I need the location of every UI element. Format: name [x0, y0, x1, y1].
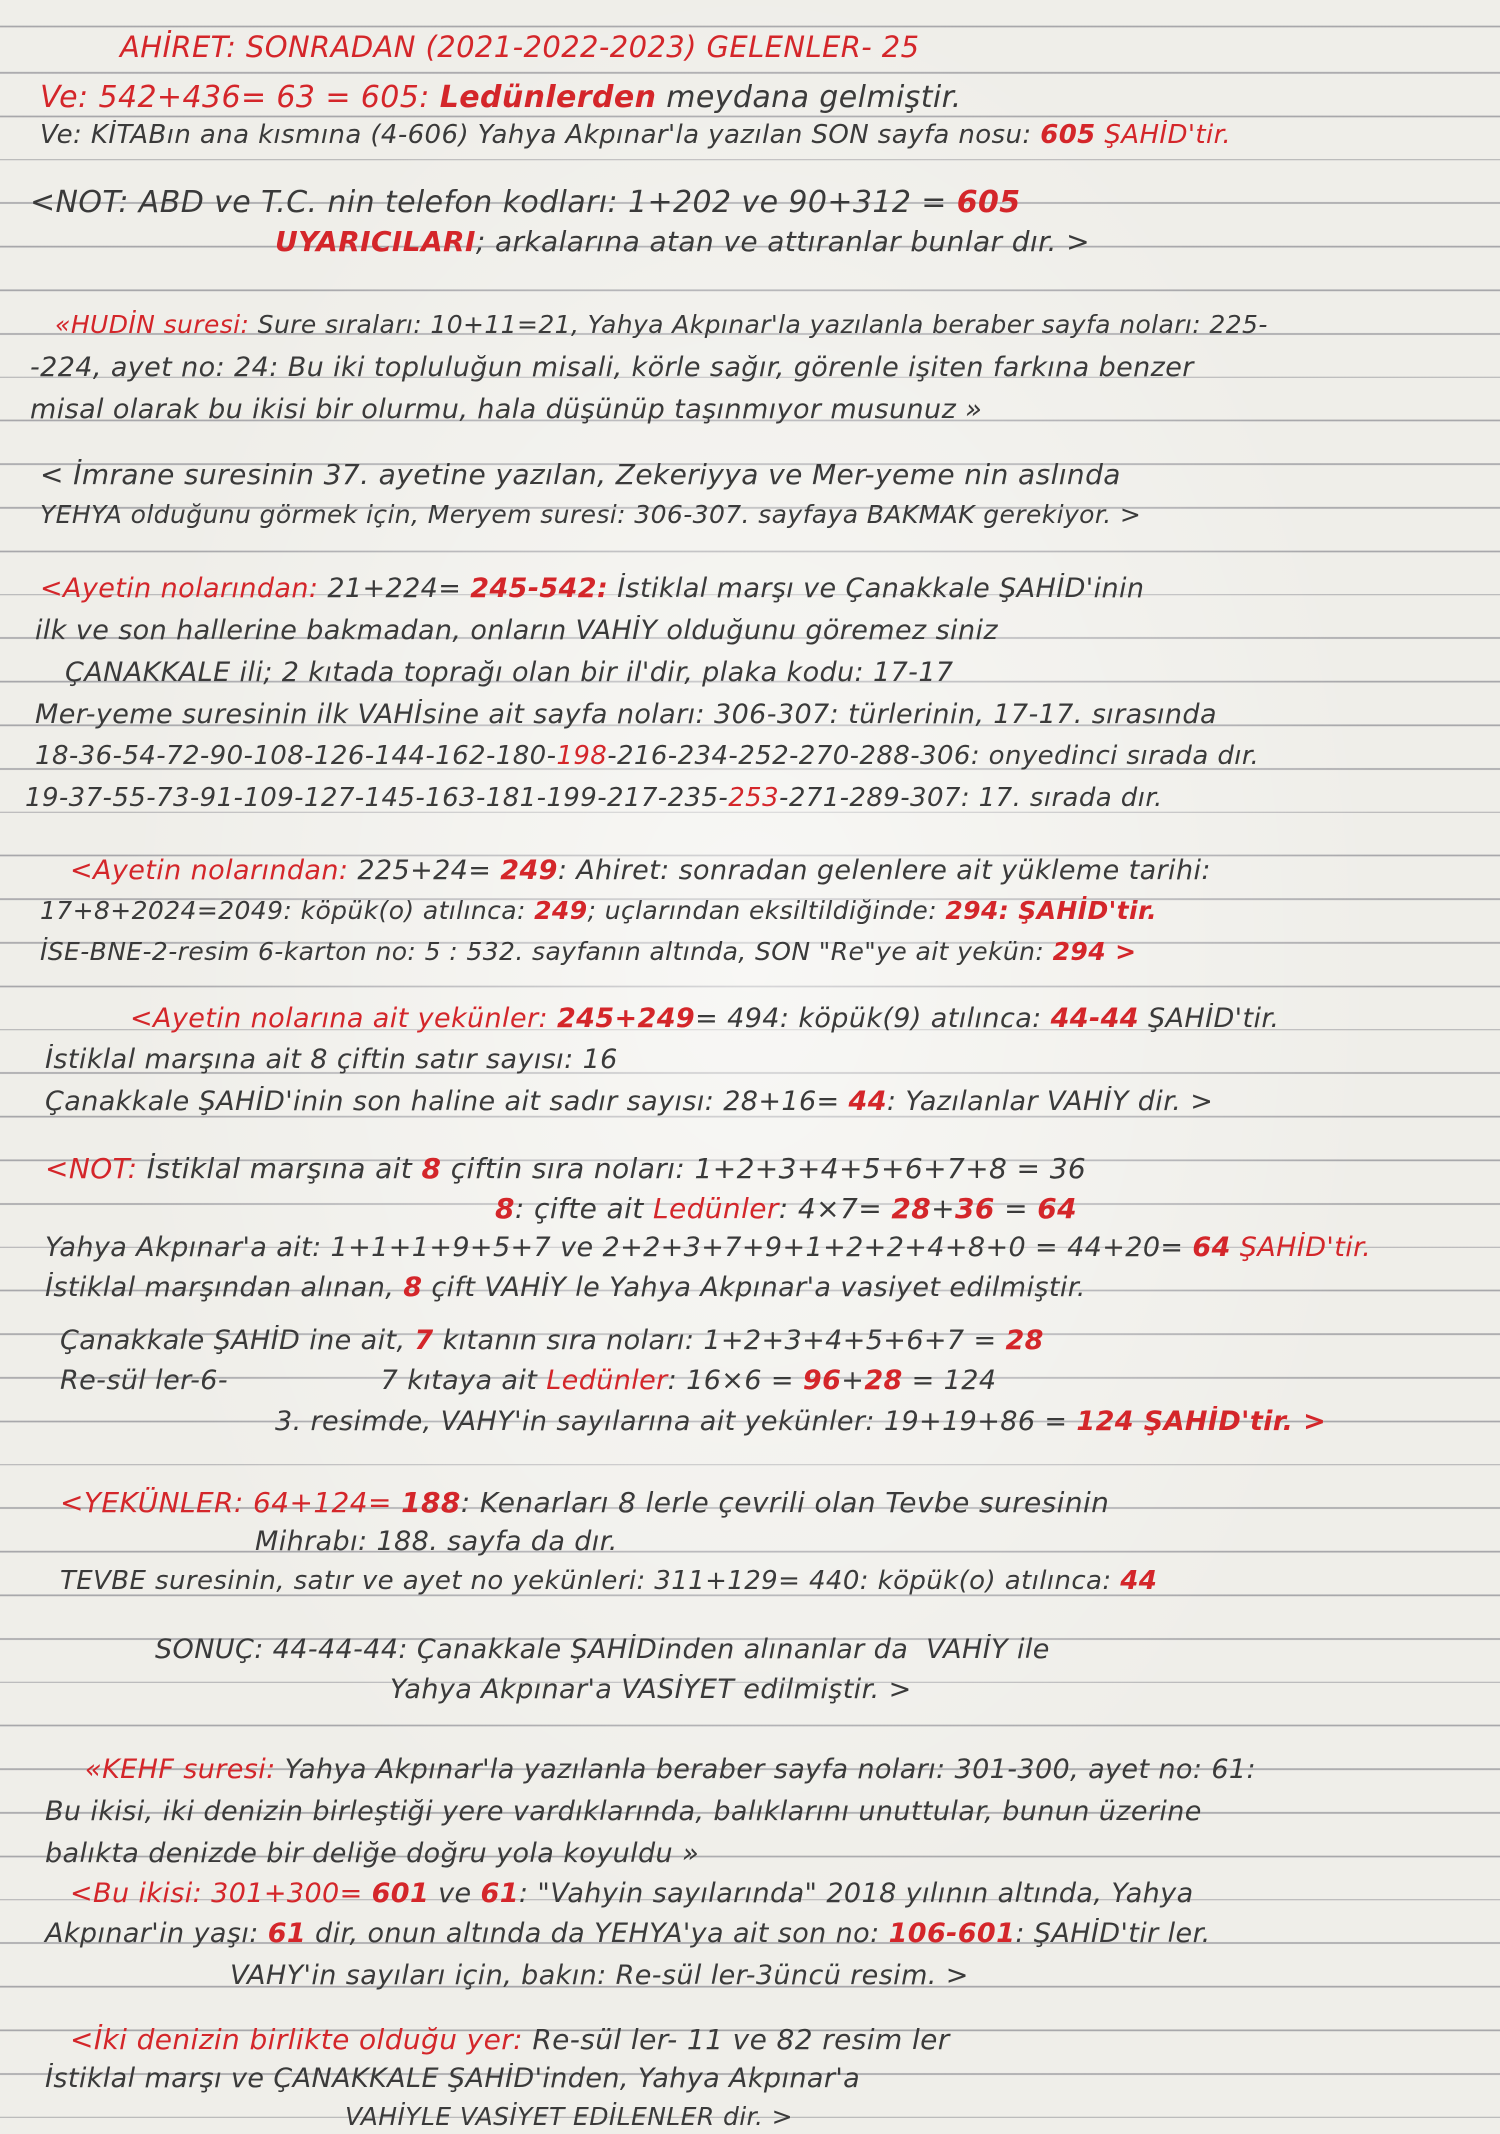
text-segment: = 124 [902, 1365, 997, 1396]
handwritten-line [0, 1232, 1500, 1263]
text-segment: 64 [1192, 1232, 1231, 1263]
text-segment: Ve: KİTABın ana kısmına (4-606) Yahya Akpınar'la yazılan SON sayfa nosu: [40, 120, 1041, 150]
text-segment: misal olarak bu ikisi bir olurmu, hala düşünüp taşınmıyor musunuz » [30, 394, 983, 425]
text-segment: ve [429, 1878, 481, 1909]
text-segment: Re-sül ler- 11 ve 82 resim ler [532, 2023, 950, 2056]
text-segment: 18-36-54-72-90-108-126-144-162-180- [35, 741, 557, 771]
text-segment: ÇANAKKALE ili; 2 kıtada toprağı olan bir il'dir, plaka kodu: 17-17 [65, 657, 954, 688]
handwritten-line [0, 896, 1500, 925]
text-segment: dir, onun altında da YEHYA'ya ait son no: [306, 1918, 889, 1949]
handwritten-line [0, 458, 1500, 491]
text-segment: SONUÇ: 44-44-44: Çanakkale ŞAHİDinden alınanlar da VAHİY ile [155, 1634, 1050, 1665]
text-segment: : Yazılanlar VAHİY dir. > [886, 1086, 1214, 1117]
text-segment: 17+8+2024=2049: köpük(o) atılınca: [40, 896, 535, 925]
handwritten-line [0, 657, 1500, 688]
text-segment: < İmrane suresinin 37. ayetine yazılan, Zekeriyya ve Mer-yeme nin aslında [40, 458, 1121, 491]
handwritten-line [0, 225, 1500, 258]
text-segment: Bu ikisi, iki denizin birleştiği yere vardıklarında, balıklarını unuttular, bunun üzerine [45, 1796, 1202, 1827]
text-segment: + [841, 1365, 865, 1396]
handwritten-line [0, 1634, 1500, 1665]
text-segment: Akpınar'in yaşı: [45, 1918, 268, 1949]
text-segment: 294 > [1052, 937, 1137, 966]
text-segment: «HUDİN suresi: [55, 310, 258, 339]
text-segment: <NOT: ABD ve T.C. nin telefon kodları: 1+202 ve 90+312 = [30, 185, 957, 220]
handwritten-line [0, 1960, 1500, 1991]
text-segment: Mihrabı: 188. sayfa da dır. [255, 1526, 618, 1557]
text-segment: ŞAHİD'tir. [1230, 1232, 1372, 1263]
text-segment: 605 [1040, 120, 1096, 150]
handwritten-line [0, 573, 1500, 604]
text-segment: çiftin sıra noları: 1+2+3+4+5+6+7+8 = 36 [441, 1152, 1087, 1185]
text-segment: 19-37-55-73-91-109-127-145-163-181-199-217-235- [25, 783, 729, 813]
text-segment: Re-sül ler-6- 7 kıtaya ait [60, 1365, 547, 1396]
text-segment: İstiklal marşına ait 8 çiftin satır sayısı: 16 [45, 1044, 618, 1075]
text-segment: 28 [1005, 1325, 1044, 1356]
text-segment: meydana gelmiştir. [656, 80, 962, 115]
text-segment: Çanakkale ŞAHİD ine ait, [60, 1325, 415, 1356]
handwritten-line [0, 699, 1500, 730]
text-segment: Ledünler [652, 1192, 779, 1225]
text-segment: : 16×6 = [667, 1365, 803, 1396]
text-segment: : "Vahyin sayılarında" 2018 yılının altında, Yahya [518, 1878, 1194, 1909]
text-segment: 61 [480, 1878, 519, 1909]
text-segment: çift VAHİY le Yahya Akpınar'a vasiyet edilmiştir. [422, 1272, 1086, 1303]
text-segment: Sure sıraları: 10+11=21, Yahya Akpınar'la yazılanla beraber sayfa noları: 225- [257, 310, 1268, 339]
text-segment: ŞAHİD'tir. [1138, 1003, 1280, 1034]
text-segment: İstiklal marşından alınan, [45, 1272, 404, 1303]
handwritten-line [0, 615, 1500, 646]
text-segment: = 63 = 605: [240, 80, 440, 115]
handwritten-line [0, 2023, 1500, 2056]
text-segment: 36 [955, 1192, 995, 1225]
handwritten-line [0, 1486, 1500, 1519]
handwritten-line [0, 310, 1500, 339]
text-segment: ilk ve son hallerine bakmadan, onların VAHİY olduğunu göremez siniz [35, 615, 998, 646]
text-segment: : çifte ait [514, 1192, 653, 1225]
handwritten-line [0, 1674, 1500, 1705]
text-segment: 28 [891, 1192, 932, 1225]
text-segment: + [931, 1192, 956, 1225]
handwritten-line [0, 1272, 1500, 1303]
handwritten-line [0, 1003, 1500, 1034]
text-segment: Mer-yeme suresinin ilk VAHİsine ait sayfa noları: 306-307: türlerinin, 17-17. sırasında [35, 699, 1217, 730]
text-segment: 44 [1120, 1566, 1158, 1596]
text-segment: 124 ŞAHİD'tir. > [1076, 1406, 1327, 1437]
handwritten-line [0, 1566, 1500, 1596]
text-segment: 7 [414, 1325, 434, 1356]
handwritten-line [0, 1526, 1500, 1557]
text-segment: UYARICILARI [275, 225, 476, 258]
text-segment: 601 [371, 1878, 430, 1909]
text-segment: ; uçlarından eksiltildiğinde: [587, 896, 946, 925]
handwritten-line [0, 1325, 1500, 1356]
text-segment: 44 [848, 1086, 887, 1117]
text-segment: 8 [403, 1272, 423, 1303]
handwritten-line [0, 1838, 1500, 1869]
text-segment: 198 [556, 741, 608, 771]
handwritten-line [0, 352, 1500, 383]
text-segment: 8 [421, 1152, 442, 1185]
handwritten-line [0, 394, 1500, 425]
text-segment: VAHY'in sayıları için, bakın: Re-sül ler-3üncü resim. > [230, 1960, 969, 1991]
handwritten-line [0, 2063, 1500, 2094]
handwritten-line [0, 783, 1500, 813]
handwritten-line [0, 1192, 1500, 1225]
text-segment: İstiklal marşına ait [146, 1152, 422, 1185]
text-segment: : Kenarları 8 lerle çevrili olan Tevbe suresinin [460, 1486, 1110, 1519]
text-segment: YEHYA olduğunu görmek için, Meryem suresi: 306-307. sayfaya BAKMAK gerekiyor. > [40, 500, 1142, 529]
text-segment: <Bu ikisi: 301+300= [70, 1878, 372, 1909]
text-segment: <Ayetin nolarından: [40, 573, 328, 604]
text-segment: = 494: köpük(9) atılınca: [695, 1003, 1051, 1034]
text-segment: 605 [956, 185, 1021, 220]
text-segment: 28 [864, 1365, 903, 1396]
text-segment: 44-44 [1050, 1003, 1139, 1034]
text-segment: 245+249 [556, 1003, 696, 1034]
text-segment: 21+224= [327, 573, 471, 604]
text-segment: <Ayetin nolarından: [70, 855, 358, 886]
handwritten-line [0, 1918, 1500, 1949]
handwritten-line [0, 1365, 1500, 1396]
text-segment: TEVBE suresinin, satır ve ayet no yekünleri: 311+129= 440: köpük(o) atılınca: [60, 1566, 1121, 1596]
text-segment: İstiklal marşı ve Çanakkale ŞAHİD'inin [608, 573, 1145, 604]
text-segment: ŞAHİD'tir. [1095, 120, 1232, 150]
text-segment: = [994, 1192, 1038, 1225]
text-segment: balıkta denizde bir deliğe doğru yola koyuldu » [45, 1838, 700, 1869]
handwritten-line [0, 120, 1500, 150]
handwritten-line [0, 80, 1500, 115]
text-segment: : 4×7= [778, 1192, 892, 1225]
text-segment: 8 [495, 1192, 515, 1225]
text-segment: VAHİYLE VASİYET EDİLENLER dir. > [345, 2102, 793, 2131]
text-segment: -271-289-307: 17. sırada dır. [779, 783, 1163, 813]
text-segment: Ledünler [546, 1365, 668, 1396]
text-segment: <YEKÜNLER: 64+124= [60, 1486, 402, 1519]
text-segment: AHİRET: SONRADAN (2021-2022-2023) GELENLER- 25 [120, 30, 920, 64]
text-segment: Yahya Akpınar'a VASİYET edilmiştir. > [390, 1674, 912, 1705]
text-segment: : Ahiret: sonradan gelenlere ait yükleme tarihi: [557, 855, 1211, 886]
text-segment: Yahya Akpınar'la yazılanla beraber sayfa noları: 301-300, ayet no: 61: [284, 1754, 1256, 1785]
text-segment: 436 [182, 80, 241, 115]
text-segment: -216-234-252-270-288-306: onyedinci sırada dır. [607, 741, 1260, 771]
text-segment: Ve: 542+ [40, 80, 183, 115]
handwritten-line [0, 1086, 1500, 1117]
text-segment: 245-542: [470, 573, 609, 604]
text-segment: 188 [401, 1486, 461, 1519]
handwritten-line [0, 1406, 1500, 1437]
text-segment: 3. resimde, VAHY'in sayılarına ait yekünler: 19+19+86 = [275, 1406, 1077, 1437]
text-segment: İstiklal marşı ve ÇANAKKALE ŞAHİD'inden, Yahya Akpınar'a [45, 2063, 861, 2094]
handwritten-line [0, 741, 1500, 771]
handwritten-line [0, 1152, 1500, 1185]
handwritten-line [0, 1796, 1500, 1827]
text-segment: Yahya Akpınar'a ait: 1+1+1+9+5+7 ve 2+2+3+7+9+1+2+2+4+8+0 = 44+20= [45, 1232, 1193, 1263]
text-segment: ; arkalarına atan ve attıranlar bunlar dır. > [475, 225, 1090, 258]
text-segment: İSE-BNE-2-resim 6-karton no: 5 : 532. sayfanın altında, SON "Re"ye ait yekün: [40, 937, 1053, 966]
text-segment: : ŞAHİD'tir ler. [1015, 1918, 1211, 1949]
text-segment: Çanakkale ŞAHİD'inin son haline ait sadır sayısı: 28+16= [45, 1086, 849, 1117]
handwritten-line [0, 855, 1500, 886]
text-segment: 253 [728, 783, 780, 813]
text-segment: <NOT: [45, 1152, 147, 1185]
handwritten-line [0, 1754, 1500, 1785]
handwritten-line [0, 30, 1500, 64]
text-segment: 106-601 [888, 1918, 1016, 1949]
text-segment: 249 [500, 855, 558, 886]
text-segment: 249 [534, 896, 588, 925]
handwritten-line [0, 1044, 1500, 1075]
text-segment: 294: ŞAHİD'tir. [945, 896, 1158, 925]
handwritten-line [0, 937, 1500, 966]
handwritten-line [0, 1878, 1500, 1909]
text-segment: -224, ayet no: 24: Bu iki topluluğun misali, körle sağır, görenle işiten farkına benzer [30, 352, 1194, 383]
handwritten-line [0, 185, 1500, 220]
text-segment: Ledünlerden [439, 80, 657, 115]
handwritten-line [0, 500, 1500, 529]
text-segment: 64 [1037, 1192, 1078, 1225]
text-segment: «KEHF suresi: [85, 1754, 285, 1785]
text-segment: 225+24= [357, 855, 501, 886]
text-segment: kıtanın sıra noları: 1+2+3+4+5+6+7 = [433, 1325, 1006, 1356]
handwritten-line [0, 2102, 1500, 2131]
text-segment: 61 [267, 1918, 307, 1949]
text-segment: 96 [802, 1365, 842, 1396]
text-segment: <İki denizin birlikte olduğu yer: [70, 2023, 533, 2056]
text-segment: <Ayetin nolarına ait yekünler: [130, 1003, 557, 1034]
